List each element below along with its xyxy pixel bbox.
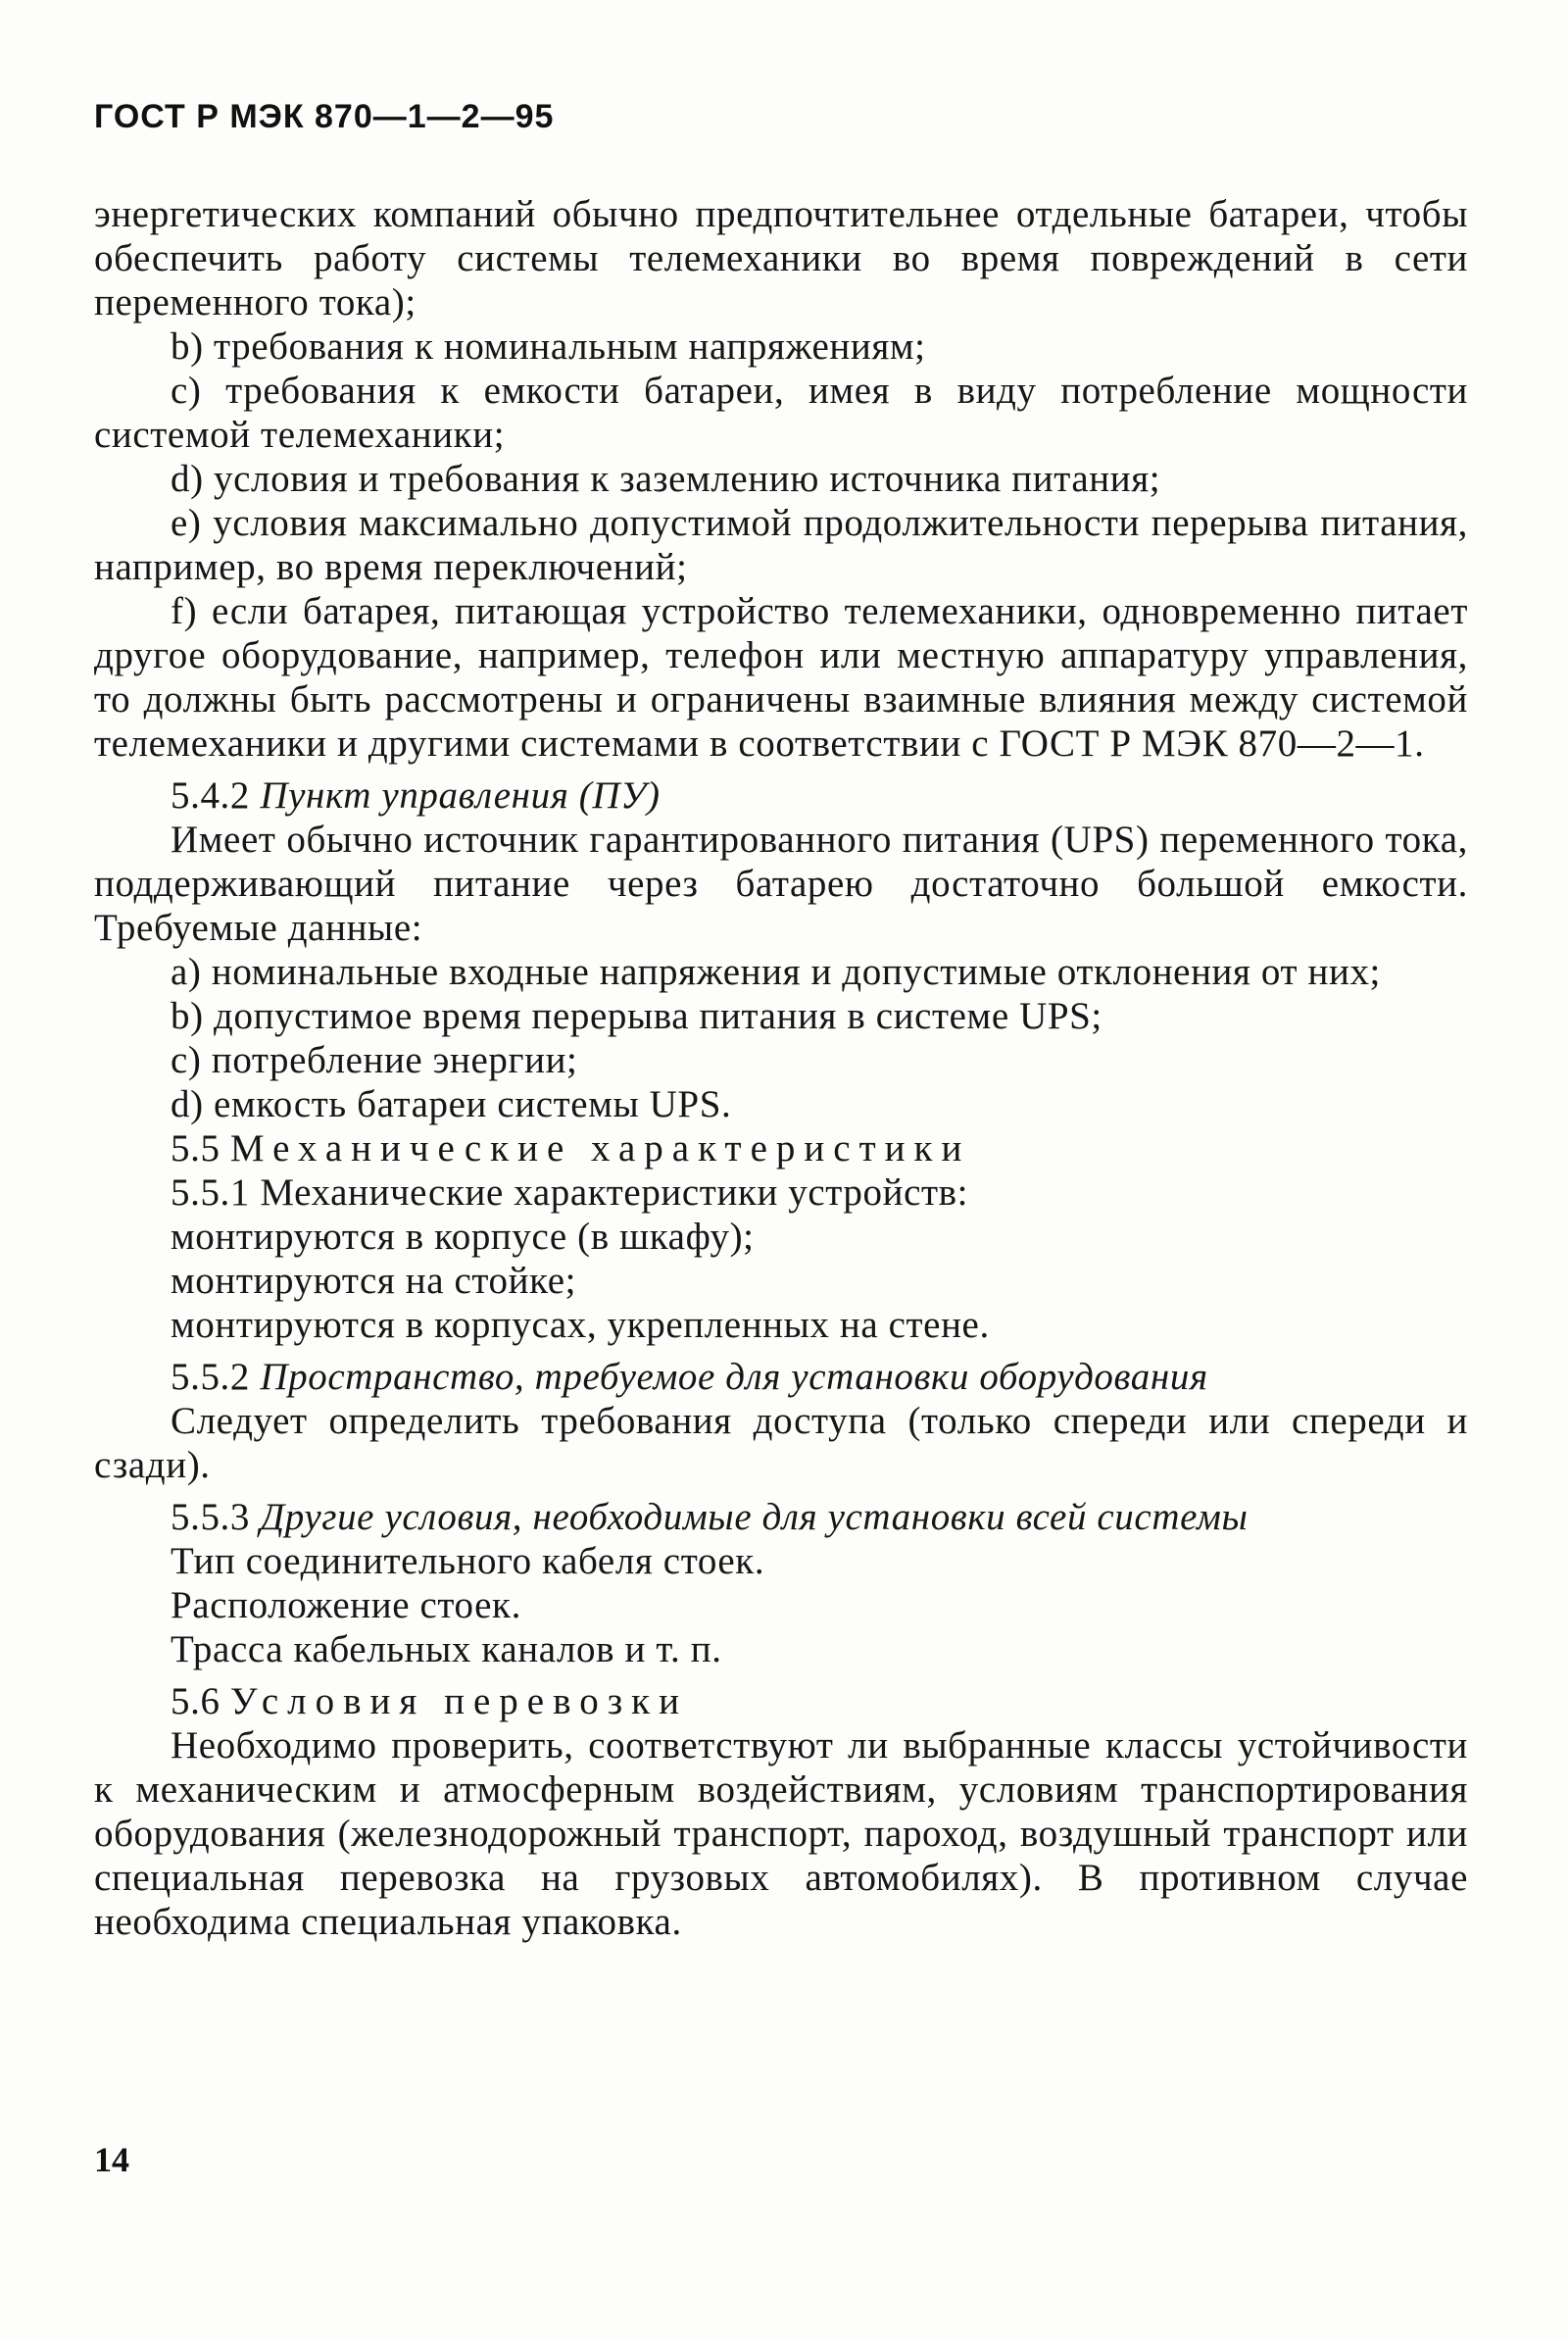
list-item-b: b) допустимое время перерыва питания в системе UPS; — [171, 995, 1102, 1037]
page-number: 14 — [94, 2140, 129, 2179]
list-item-a: a) номинальные входные напряжения и допустимые отклонения от них; — [171, 951, 1381, 993]
document-body — [94, 192, 1468, 1944]
section-number: 5.5.3 — [171, 1496, 250, 1538]
subsection-5-5-1: 5.5.1 Механические характеристики устройств: — [171, 1171, 969, 1214]
mounting-option: монтируются в корпусе (в шкафу); — [171, 1216, 755, 1258]
mounting-option: монтируются в корпусах, укрепленных на стене. — [171, 1304, 990, 1346]
list-item-f: f) если батарея, питающая устройство телемеханики, одновременно питает другое оборудование, например, телефон или местную аппаратуру управления, то должны быть рассмотрены и ограничены взаимные влияния между системой телемеханики и другими системами в соответствии с ГОСТ Р МЭК 870—2—1. — [94, 590, 1468, 765]
mounting-option: монтируются на стойке; — [171, 1260, 577, 1302]
section-number: 5.5.2 — [171, 1356, 250, 1398]
section-number: 5.5 — [171, 1127, 220, 1170]
section-title: Пункт управления (ПУ) — [260, 774, 661, 817]
section-heading-5-5-3 — [94, 1495, 1468, 1539]
section-heading-5-5 — [94, 1126, 1468, 1170]
section-number: 5.6 — [171, 1680, 220, 1722]
list-item-c: c) потребление энергии; — [171, 1039, 578, 1081]
list-item-b: b) требования к номинальным напряжениям; — [171, 325, 926, 368]
section-heading-5-4-2 — [94, 773, 1468, 818]
paragraph-continuation: энергетических компаний обычно предпочтительнее отдельные батареи, чтобы обеспечить работу системы телемеханики во время повреждений в сети переменного тока); — [94, 193, 1468, 323]
document-header: ГОСТ Р МЭК 870—1—2—95 — [94, 98, 555, 135]
section-title: Пространство, требуемое для установки оборудования — [260, 1356, 1208, 1398]
section-heading-5-6 — [94, 1679, 1468, 1723]
condition-item: Трасса кабельных каналов и т. п. — [171, 1628, 722, 1670]
list-item-d: d) емкость батареи системы UPS. — [171, 1083, 732, 1125]
list-item-c: c) требования к емкости батареи, имея в виду потребление мощности системой телемеханики; — [94, 370, 1468, 456]
section-title: Другие условия, необходимые для установки всей системы — [260, 1496, 1249, 1538]
section-title: Механические характеристики — [229, 1127, 971, 1170]
section-title: Условия перевозки — [229, 1680, 688, 1722]
list-item-e: e) условия максимально допустимой продолжительности перерыва питания, например, во время переключений; — [94, 502, 1468, 588]
section-number: 5.4.2 — [171, 774, 250, 817]
paragraph-ups: Имеет обычно источник гарантированного питания (UPS) переменного тока, поддерживающий питание через батарею достаточно большой емкости. Требуемые данные: — [94, 819, 1468, 949]
condition-item: Расположение стоек. — [171, 1584, 521, 1626]
paragraph-access: Следует определить требования доступа (только спереди или спереди и сзади). — [94, 1400, 1468, 1486]
condition-item: Тип соединительного кабеля стоек. — [171, 1540, 765, 1582]
list-item-d: d) условия и требования к заземлению источника питания; — [171, 458, 1161, 500]
paragraph-transport: Необходимо проверить, соответствуют ли выбранные классы устойчивости к механическим и атмосферным воздействиям, условиям транспортирования оборудования (железнодорожный транспорт, пароход, воздушный транспорт или специальная перевозка на грузовых автомобилях). В противном случае необходима специальная упаковка. — [94, 1724, 1468, 1943]
section-heading-5-5-2 — [94, 1355, 1468, 1399]
